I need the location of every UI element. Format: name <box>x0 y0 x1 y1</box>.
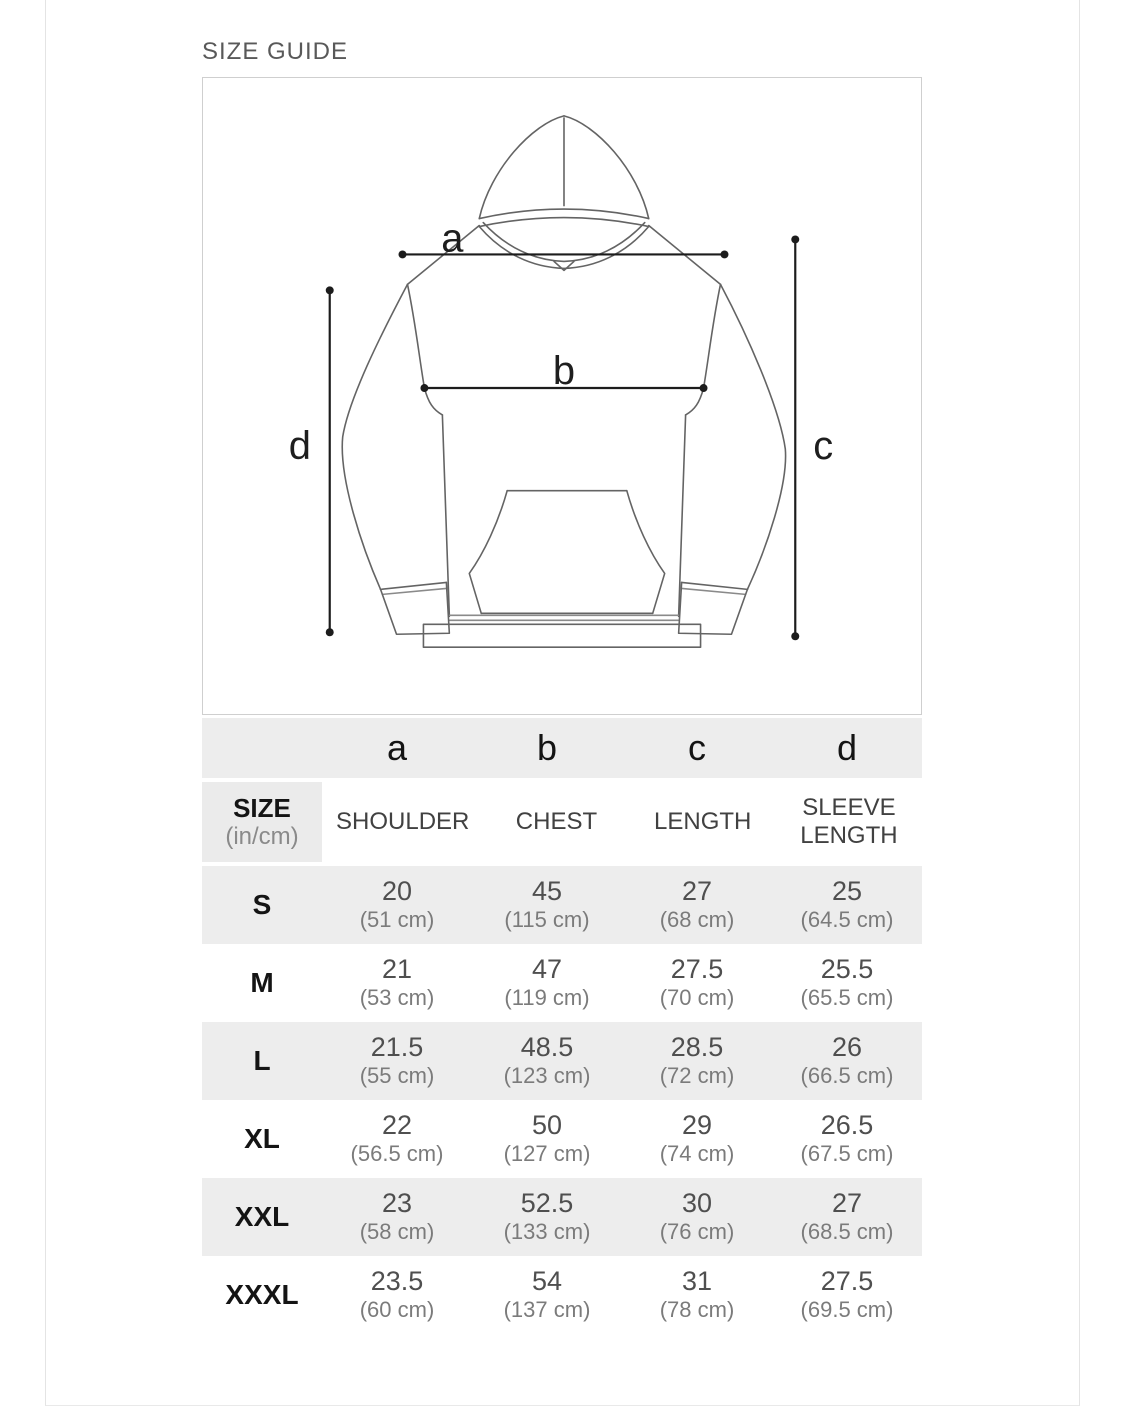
hoodie-diagram-svg <box>203 78 921 714</box>
column-header-1: CHEST <box>515 808 598 836</box>
inch-value: 27.5 <box>820 1266 874 1297</box>
measurement-cell <box>772 1022 922 1100</box>
table-row-XXXL <box>202 1256 922 1334</box>
inch-value: 23.5 <box>370 1266 424 1297</box>
measurement-cell <box>622 1256 772 1334</box>
size-rows <box>202 866 922 1334</box>
cm-value: (69.5 cm) <box>800 1297 894 1323</box>
inch-value: 45 <box>531 876 563 907</box>
cm-value: (60 cm) <box>359 1297 435 1323</box>
size-label: M <box>250 967 274 998</box>
measure-letter-b: b <box>536 727 558 768</box>
measurement-cell <box>622 1022 772 1100</box>
cm-value: (119 cm) <box>504 985 590 1011</box>
column-header-0: SHOULDER <box>336 808 470 836</box>
cm-value: (66.5 cm) <box>800 1063 894 1089</box>
cm-value: (67.5 cm) <box>800 1141 894 1167</box>
hoodie-diagram-box <box>202 77 922 715</box>
measurement-cell <box>772 1178 922 1256</box>
table-row-XXL <box>202 1178 922 1256</box>
dimension-line-c <box>791 236 799 641</box>
cm-value: (53 cm) <box>359 985 435 1011</box>
size-label: XXXL <box>225 1279 299 1310</box>
inch-value: 54 <box>531 1266 563 1297</box>
dimension-label-c: c <box>813 423 834 468</box>
inch-value: 20 <box>381 876 413 907</box>
inch-value: 26.5 <box>820 1110 874 1141</box>
measurement-cell <box>772 1256 922 1334</box>
size-label: S <box>252 889 272 920</box>
size-header-unit: (in/cm) <box>225 822 299 850</box>
measurement-cell <box>472 944 622 1022</box>
dimension-line-d <box>326 286 334 636</box>
cm-value: (58 cm) <box>359 1219 435 1245</box>
measure-letter-row <box>202 718 922 778</box>
measurement-cell <box>322 1022 472 1100</box>
column-header-2: LENGTH <box>654 808 752 836</box>
measurement-cell <box>472 866 622 944</box>
cm-value: (115 cm) <box>504 907 590 933</box>
cm-value: (74 cm) <box>659 1141 735 1167</box>
inch-value: 29 <box>681 1110 713 1141</box>
inch-value: 23 <box>381 1188 413 1219</box>
cm-value: (56.5 cm) <box>350 1141 444 1167</box>
measure-letter-c: c <box>688 727 706 768</box>
inch-value: 25.5 <box>820 954 874 985</box>
column-header-3: SLEEVE LENGTH <box>800 794 898 849</box>
size-table <box>202 718 922 1334</box>
inch-value: 31 <box>681 1266 713 1297</box>
inch-value: 25 <box>831 876 863 907</box>
measurement-cell <box>322 1256 472 1334</box>
measurement-cell <box>472 1256 622 1334</box>
measurement-cell <box>472 1100 622 1178</box>
measurement-cell <box>772 1100 922 1178</box>
inch-value: 30 <box>681 1188 713 1219</box>
cm-value: (55 cm) <box>359 1063 435 1089</box>
inch-value: 50 <box>531 1110 563 1141</box>
cm-value: (51 cm) <box>359 907 435 933</box>
measurement-cell <box>472 1178 622 1256</box>
measurement-cell <box>622 944 772 1022</box>
inch-value: 47 <box>531 954 563 985</box>
inch-value: 26 <box>831 1032 863 1063</box>
measurement-cell <box>772 866 922 944</box>
column-header-row <box>202 782 922 862</box>
cm-value: (76 cm) <box>659 1219 735 1245</box>
size-header-cell <box>202 782 322 862</box>
inch-value: 48.5 <box>520 1032 574 1063</box>
measurement-cell <box>322 1100 472 1178</box>
cm-value: (72 cm) <box>659 1063 735 1089</box>
cm-value: (65.5 cm) <box>800 985 894 1011</box>
cm-value: (127 cm) <box>503 1141 591 1167</box>
cm-value: (78 cm) <box>659 1297 735 1323</box>
measurement-cell <box>622 1100 772 1178</box>
dimension-label-b: b <box>552 349 576 394</box>
table-row-L <box>202 1022 922 1100</box>
cm-value: (123 cm) <box>503 1063 591 1089</box>
size-label: L <box>253 1045 271 1076</box>
inch-value: 52.5 <box>520 1188 574 1219</box>
table-row-XL <box>202 1100 922 1178</box>
measurement-cell <box>322 866 472 944</box>
measurement-cell <box>322 944 472 1022</box>
inch-value: 27.5 <box>670 954 724 985</box>
size-label: XXL <box>234 1201 290 1232</box>
measurement-cell <box>472 1022 622 1100</box>
dimension-label-d: d <box>288 423 311 468</box>
measurement-cell <box>622 1178 772 1256</box>
measure-row-spacer <box>202 718 322 778</box>
measure-letter-d: d <box>836 727 858 768</box>
size-header-title: SIZE <box>233 792 291 823</box>
inch-value: 27 <box>831 1188 863 1219</box>
cm-value: (137 cm) <box>503 1297 591 1323</box>
measurement-cell <box>772 944 922 1022</box>
inch-value: 22 <box>381 1110 413 1141</box>
table-row-S <box>202 866 922 944</box>
dimension-label-a: a <box>441 216 464 261</box>
table-row-M <box>202 944 922 1022</box>
cm-value: (70 cm) <box>659 985 735 1011</box>
inch-value: 27 <box>681 876 713 907</box>
cm-value: (68.5 cm) <box>800 1219 894 1245</box>
cm-value: (64.5 cm) <box>800 907 894 933</box>
inch-value: 21 <box>381 954 413 985</box>
measure-letter-a: a <box>386 727 408 768</box>
measurement-cell <box>622 866 772 944</box>
inch-value: 28.5 <box>670 1032 724 1063</box>
size-label: XL <box>244 1123 280 1154</box>
measurement-cell <box>322 1178 472 1256</box>
cm-value: (68 cm) <box>659 907 735 933</box>
cm-value: (133 cm) <box>503 1219 591 1245</box>
page-title: SIZE GUIDE <box>202 38 349 65</box>
inch-value: 21.5 <box>370 1032 424 1063</box>
